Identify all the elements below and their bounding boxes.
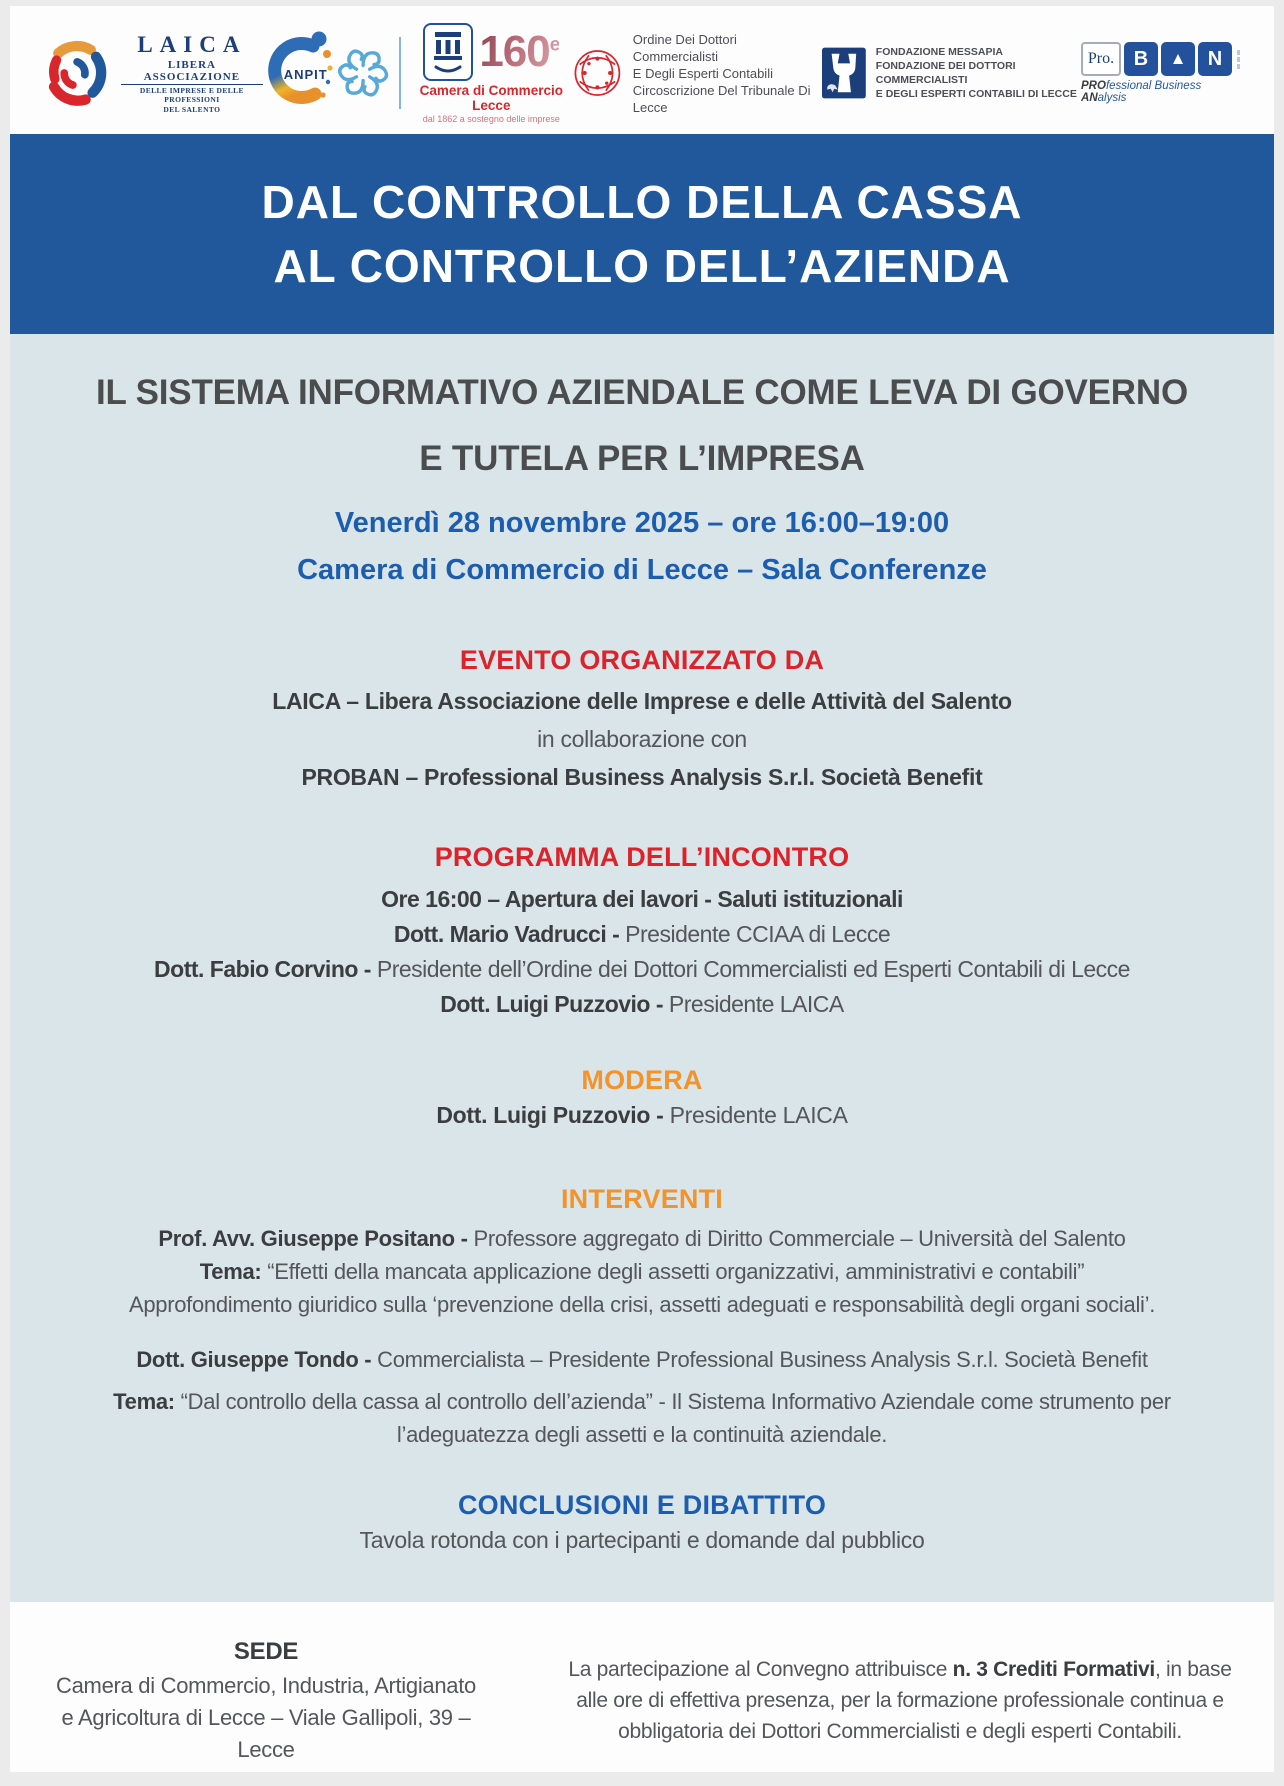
laica-swirl-icon bbox=[36, 29, 113, 117]
organizer-heading: EVENTO ORGANIZZATO DA bbox=[459, 645, 825, 675]
program-heading: PROGRAMMA DELL’INCONTRO bbox=[434, 842, 850, 872]
logo-strip bbox=[10, 6, 1274, 134]
speech-1-topic bbox=[28, 1255, 1256, 1288]
program-body bbox=[10, 334, 1274, 1602]
venue-line-2: e Agricoltura di Lecce – Viale Gallipoli, 39 – Lecce bbox=[61, 1705, 471, 1762]
moderator-name: Dott. Luigi Puzzovio - bbox=[436, 1102, 664, 1128]
snowflake-curls-icon bbox=[337, 43, 389, 103]
anniversary-mark: e bbox=[549, 33, 560, 55]
organizer-secondary: PROBAN – Professional Business Analysis S.r.l. Società Benefit bbox=[301, 764, 983, 790]
laica-logo-text bbox=[121, 32, 263, 114]
organizer-connector: in collaborazione con bbox=[537, 726, 747, 752]
messapia-amphora-icon bbox=[822, 44, 866, 102]
conclusions-text: Tavola rotonda con i partecipanti e domande dal pubblico bbox=[359, 1527, 925, 1553]
organizer-primary: LAICA – Libera Associazione delle Imprese e delle Attività del Salento bbox=[272, 688, 1012, 714]
event-datetime: Venerdì 28 novembre 2025 – ore 16:00–19:00 bbox=[334, 507, 950, 539]
program-lines bbox=[10, 882, 1274, 1022]
laica-subtitle-3: DEL SALENTO bbox=[163, 105, 221, 114]
speaker-row bbox=[28, 952, 1256, 987]
venue-label: SEDE bbox=[233, 1638, 299, 1665]
ordine-line-1: Ordine Dei Dottori Commercialisti bbox=[632, 31, 737, 64]
camera-logo-name: Camera di Commercio Lecce bbox=[419, 82, 563, 113]
ordine-logo-text bbox=[633, 31, 822, 116]
credits-post: , in base alle ore di effettiva presenza, per la formazione professionale continua e obbligatoria dei Dottori Commercialisti e degli esperti Contabili. bbox=[576, 1658, 1232, 1743]
anpit-name: ANPIT bbox=[283, 67, 328, 82]
logo-divider bbox=[399, 37, 401, 109]
speaker-row bbox=[28, 987, 1256, 1022]
speech-2-name: Dott. Giuseppe Tondo - bbox=[136, 1347, 372, 1372]
anpit-logo bbox=[263, 27, 337, 119]
program-opening: Ore 16:00 – Apertura dei lavori - Saluti istituzionali bbox=[381, 886, 903, 912]
speaker-row bbox=[28, 917, 1256, 952]
laica-logo bbox=[36, 29, 263, 117]
proban-a-box: ▲ bbox=[1161, 42, 1195, 76]
event-venue: Camera di Commercio di Lecce – Sala Conferenze bbox=[297, 554, 987, 586]
proban-pro-box: Pro. bbox=[1081, 42, 1121, 76]
credits-pre: La partecipazione al Convegno attribuisce bbox=[568, 1658, 953, 1681]
conclusions-heading: CONCLUSIONI E DIBATTITO bbox=[457, 1490, 827, 1520]
venue-block bbox=[36, 1636, 496, 1766]
speech-1-role: Professore aggregato di Diritto Commerciale – Università del Salento bbox=[467, 1226, 1126, 1251]
poster-footer bbox=[10, 1602, 1274, 1772]
camera-logo-tagline: dal 1862 a sostegno delle imprese bbox=[422, 113, 560, 124]
speech-1-topic-text: “Effetti della mancata applicazione degli assetti organizzativi, amministrativi e contabili” bbox=[261, 1259, 1085, 1284]
anniversary-160: 160e bbox=[479, 26, 560, 76]
speech-1-note: Approfondimento giuridico sulla ‘prevenzione della crisi, assetti adeguati e responsabilità degli organi sociali’. bbox=[128, 1292, 1156, 1317]
proban-tagline: PROfessional Business ANalysis bbox=[1081, 80, 1202, 104]
speaker-name: Dott. Fabio Corvino - bbox=[154, 956, 371, 982]
ordine-knot-icon bbox=[572, 44, 623, 102]
event-when-where bbox=[10, 500, 1274, 594]
laica-name: LAICA bbox=[137, 32, 247, 57]
speaker-role: Presidente dell’Ordine dei Dottori Commercialisti ed Esperti Contabili di Lecce bbox=[370, 956, 1130, 982]
camera-logo-body bbox=[411, 23, 572, 124]
speaker-role: Presidente LAICA bbox=[663, 991, 844, 1017]
chamber-building-icon bbox=[423, 23, 473, 81]
messapia-logo-text bbox=[876, 45, 1081, 101]
venue-line-1: Camera di Commercio, Industria, Artigianato bbox=[56, 1673, 476, 1698]
speech-2-topic-text: “Dal controllo della cassa al controllo dell’azienda” - Il Sistema Informativo Aziendale come strumento per l’adeguatezza degli assetti e la continuità aziendale. bbox=[174, 1389, 1171, 1447]
moderator-row bbox=[10, 1102, 1274, 1129]
speaker-name: Dott. Luigi Puzzovio - bbox=[440, 991, 664, 1017]
speech-2-role: Commercialista – Presidente Professional Business Analysis S.r.l. Società Benefit bbox=[371, 1347, 1148, 1372]
proban-signal-marks bbox=[1237, 50, 1240, 69]
title-banner bbox=[10, 134, 1274, 334]
messapia-line-3: E DEGLI ESPERTI CONTABILI DI LECCE bbox=[875, 88, 1077, 100]
moderator-heading: MODERA bbox=[581, 1065, 703, 1095]
camera-commercio-logo bbox=[337, 23, 572, 124]
speech-item-1 bbox=[10, 1222, 1274, 1321]
laica-subtitle-2: DELLE IMPRESE E DELLE PROFESSIONI bbox=[139, 86, 244, 104]
event-subtitle bbox=[10, 360, 1274, 492]
proban-logo bbox=[1081, 42, 1240, 104]
messapia-line-2: FONDAZIONE DEI DOTTORI COMMERCIALISTI bbox=[875, 60, 1016, 86]
speech-1-name: Prof. Avv. Giuseppe Positano - bbox=[158, 1226, 468, 1251]
fondazione-messapia-logo bbox=[822, 44, 1081, 102]
speaker-role: Presidente CCIAA di Lecce bbox=[619, 921, 891, 947]
subtitle-line-1: IL SISTEMA INFORMATIVO AZIENDALE COME LEVA DI GOVERNO bbox=[96, 373, 1188, 412]
speaker-name: Dott. Mario Vadrucci - bbox=[393, 921, 620, 947]
credits-highlight: n. 3 Crediti Formativi bbox=[952, 1658, 1155, 1681]
moderator-role: Presidente LAICA bbox=[663, 1102, 848, 1128]
speech-2-topic-label: Tema: bbox=[113, 1389, 175, 1414]
ordine-line-3: Circoscrizione Del Tribunale Di Lecce bbox=[632, 82, 811, 115]
organizer-lines bbox=[10, 682, 1274, 796]
proban-n-box: N bbox=[1198, 42, 1232, 76]
proban-b-box: B bbox=[1124, 42, 1158, 76]
speech-item-2-topic bbox=[10, 1385, 1274, 1451]
speech-1-speaker bbox=[28, 1222, 1256, 1255]
ordine-line-2: E Degli Esperti Contabili bbox=[632, 65, 773, 81]
event-flyer bbox=[10, 6, 1274, 1772]
speech-1-topic-label: Tema: bbox=[199, 1259, 262, 1284]
title-line-1: DAL CONTROLLO DELLA CASSA bbox=[261, 176, 1023, 228]
messapia-line-1: FONDAZIONE MESSAPIA bbox=[875, 46, 1003, 58]
title-line-2: AL CONTROLLO DELL’AZIENDA bbox=[273, 240, 1011, 292]
laica-subtitle-1: LIBERA ASSOCIAZIONE bbox=[121, 59, 263, 85]
credits-block bbox=[566, 1654, 1234, 1747]
speeches-heading: INTERVENTI bbox=[560, 1184, 724, 1214]
subtitle-line-2: E TUTELA PER L’IMPRESA bbox=[419, 439, 865, 478]
ordine-commercialisti-logo bbox=[572, 31, 822, 116]
speech-item-2-speaker bbox=[10, 1347, 1274, 1373]
